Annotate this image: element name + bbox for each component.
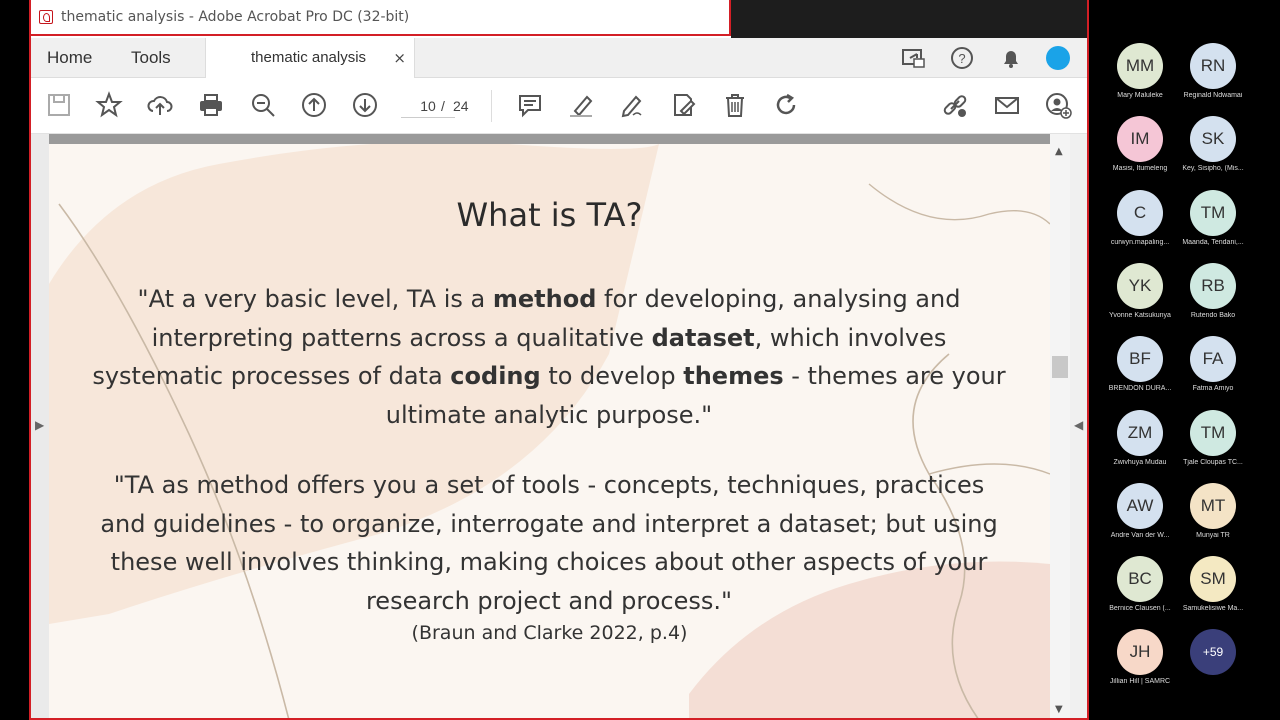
participant-tile[interactable] [1173, 336, 1253, 392]
window-title: thematic analysis - Adobe Acrobat Pro DC (32-bit) [61, 9, 410, 25]
participant-avatar: YK [1117, 263, 1163, 309]
participant-name: Zwivhuya Mudau [1113, 458, 1167, 466]
email-envelope-icon[interactable] [993, 91, 1021, 119]
participant-avatar: IM [1117, 116, 1163, 162]
participant-name: Masisi, Itumeleng [1112, 165, 1168, 173]
participant-tile[interactable] [1100, 43, 1180, 99]
citation: (Braun and Clarke 2022, p.4) [411, 622, 688, 644]
scrollbar-thumb[interactable] [1052, 356, 1068, 378]
participant-tile[interactable] [1173, 556, 1253, 612]
highlight-pen-icon[interactable] [567, 91, 595, 119]
acrobat-app-icon [39, 10, 53, 24]
participant-name: curwyn.mapaling... [1110, 238, 1170, 246]
edit-pdf-icon[interactable] [669, 91, 697, 119]
share-screen-icon[interactable] [900, 45, 926, 71]
participant-avatar: SM [1190, 556, 1236, 602]
participant-name: Yvonne Katsukunya [1109, 311, 1171, 319]
next-page-icon[interactable] [351, 91, 379, 119]
tab-document-label: thematic analysis [251, 49, 367, 66]
page-number-input[interactable]: 10 [401, 94, 455, 118]
participant-avatar: TM [1190, 410, 1236, 456]
quote1-bold-method: method [492, 285, 597, 313]
comment-icon[interactable] [516, 91, 544, 119]
participant-name: Samukelisiwe Ma... [1182, 605, 1244, 613]
add-user-icon[interactable] [1044, 91, 1072, 119]
participant-tile[interactable] [1100, 629, 1180, 685]
quote-paragraph-2: "TA as method offers you a set of tools - concepts, techniques, practices and guidelines - to organize, interrogate and interpret a dataset; but using these well involves thinking, making choices about other aspects of your research project and process." [100, 471, 998, 615]
sign-pen-icon[interactable] [618, 91, 646, 119]
tab-bar [31, 38, 1089, 78]
close-tab-icon[interactable]: × [393, 49, 406, 67]
participant-avatar: FA [1190, 336, 1236, 382]
participant-tile[interactable] [1173, 263, 1253, 319]
participant-name: Rutendo Bako [1190, 311, 1236, 319]
vertical-scrollbar[interactable] [1050, 134, 1070, 720]
document-area [31, 134, 1089, 720]
save-icon[interactable] [45, 91, 73, 119]
participant-name: Mary Maluleke [1117, 92, 1163, 99]
account-avatar-icon[interactable] [1045, 45, 1071, 71]
zoom-out-icon[interactable] [249, 91, 277, 119]
quote1-text: for developing, analysing and interpreting patterns across a qualitative [151, 285, 961, 352]
participant-name: Tjale Cloupas TC... [1183, 458, 1243, 466]
participant-name: Andre Van der W... [1110, 531, 1170, 539]
quote1-bold-themes: themes [683, 362, 784, 390]
page-separator: / [441, 98, 445, 114]
link-share-icon[interactable] [941, 91, 969, 119]
title-bar [31, 0, 731, 36]
participant-name: Key, Sisipho, (Mis... [1182, 165, 1244, 173]
help-icon[interactable] [949, 45, 975, 71]
participant-tile[interactable] [1100, 263, 1180, 319]
previous-page-icon[interactable] [300, 91, 328, 119]
participant-name: BRENDON DURA... [1108, 385, 1172, 393]
slide-title: What is TA? [456, 196, 643, 234]
print-icon[interactable] [197, 91, 225, 119]
participant-avatar: MT [1190, 483, 1236, 529]
pdf-page [49, 134, 1050, 720]
participant-avatar: JH [1117, 629, 1163, 675]
participant-avatar: RB [1190, 263, 1236, 309]
participant-avatar: MM [1117, 43, 1163, 89]
participant-avatar: RN [1190, 43, 1236, 89]
scroll-up-icon[interactable]: ▲ [1055, 146, 1063, 157]
participant-name: Bernice Clausen (... [1109, 605, 1171, 613]
participant-name: Fatma Amiyo [1192, 385, 1234, 393]
bookmark-star-icon[interactable] [95, 91, 123, 119]
participant-tile[interactable] [1100, 483, 1180, 539]
participant-tile[interactable] [1100, 116, 1180, 172]
participant-avatar: SK [1190, 116, 1236, 162]
participant-name: Reginald Ndwamai [1183, 92, 1243, 99]
quote1-text: - themes are your ultimate analytic purpose." [385, 362, 1006, 429]
redo-rotate-icon[interactable] [772, 91, 800, 119]
tab-home[interactable]: Home [47, 48, 93, 67]
participant-tile[interactable] [1100, 556, 1180, 612]
quote1-text: "At a very basic level, TA is a [137, 285, 493, 313]
participant-tile[interactable] [1173, 410, 1253, 466]
participant-tile[interactable] [1100, 190, 1180, 246]
participant-avatar: BF [1117, 336, 1163, 382]
page-total: 24 [453, 98, 469, 114]
upload-cloud-icon[interactable] [146, 91, 174, 119]
quote1-bold-dataset: dataset [651, 323, 755, 352]
participant-tile[interactable] [1173, 190, 1253, 246]
participant-tile[interactable] [1100, 410, 1180, 466]
quote1-text: to develop [540, 362, 684, 390]
toolbar [31, 78, 1089, 134]
tab-tools[interactable]: Tools [131, 48, 171, 67]
participant-tile[interactable] [1173, 116, 1253, 172]
participant-tile[interactable] [1100, 336, 1180, 392]
participant-avatar: ZM [1117, 410, 1163, 456]
participant-tile[interactable] [1173, 483, 1253, 539]
tab-document[interactable] [205, 38, 415, 79]
right-panel-toggle-icon[interactable]: ◀ [1074, 418, 1084, 432]
participant-avatar: TM [1190, 190, 1236, 236]
participant-tile[interactable] [1173, 43, 1253, 99]
participant-avatar: AW [1117, 483, 1163, 529]
scroll-down-icon[interactable]: ▼ [1055, 704, 1063, 715]
left-panel-toggle-icon[interactable]: ▶ [35, 418, 45, 432]
participant-name: Munyai TR [1196, 531, 1230, 539]
notifications-bell-icon[interactable] [998, 45, 1024, 71]
participant-tile[interactable] [1173, 629, 1253, 678]
participant-avatar: C [1117, 190, 1163, 236]
participants-panel [1090, 0, 1280, 720]
acrobat-window [29, 0, 1089, 720]
right-panel-strip [1070, 134, 1089, 720]
toolbar-divider [491, 90, 492, 122]
delete-trash-icon[interactable] [721, 91, 749, 119]
quote-paragraph-1 [89, 280, 1009, 434]
participant-avatar: BC [1117, 556, 1163, 602]
quote1-text: , which involves systematic processes of data [92, 323, 947, 390]
quote1-bold-coding: coding [450, 362, 541, 390]
participant-avatar: +59 [1190, 629, 1236, 675]
participant-name: Jillian Hill | SAMRC [1109, 678, 1171, 686]
svg-text:?: ? [958, 51, 966, 66]
participant-name: Maanda, Tendani,... [1182, 238, 1244, 246]
